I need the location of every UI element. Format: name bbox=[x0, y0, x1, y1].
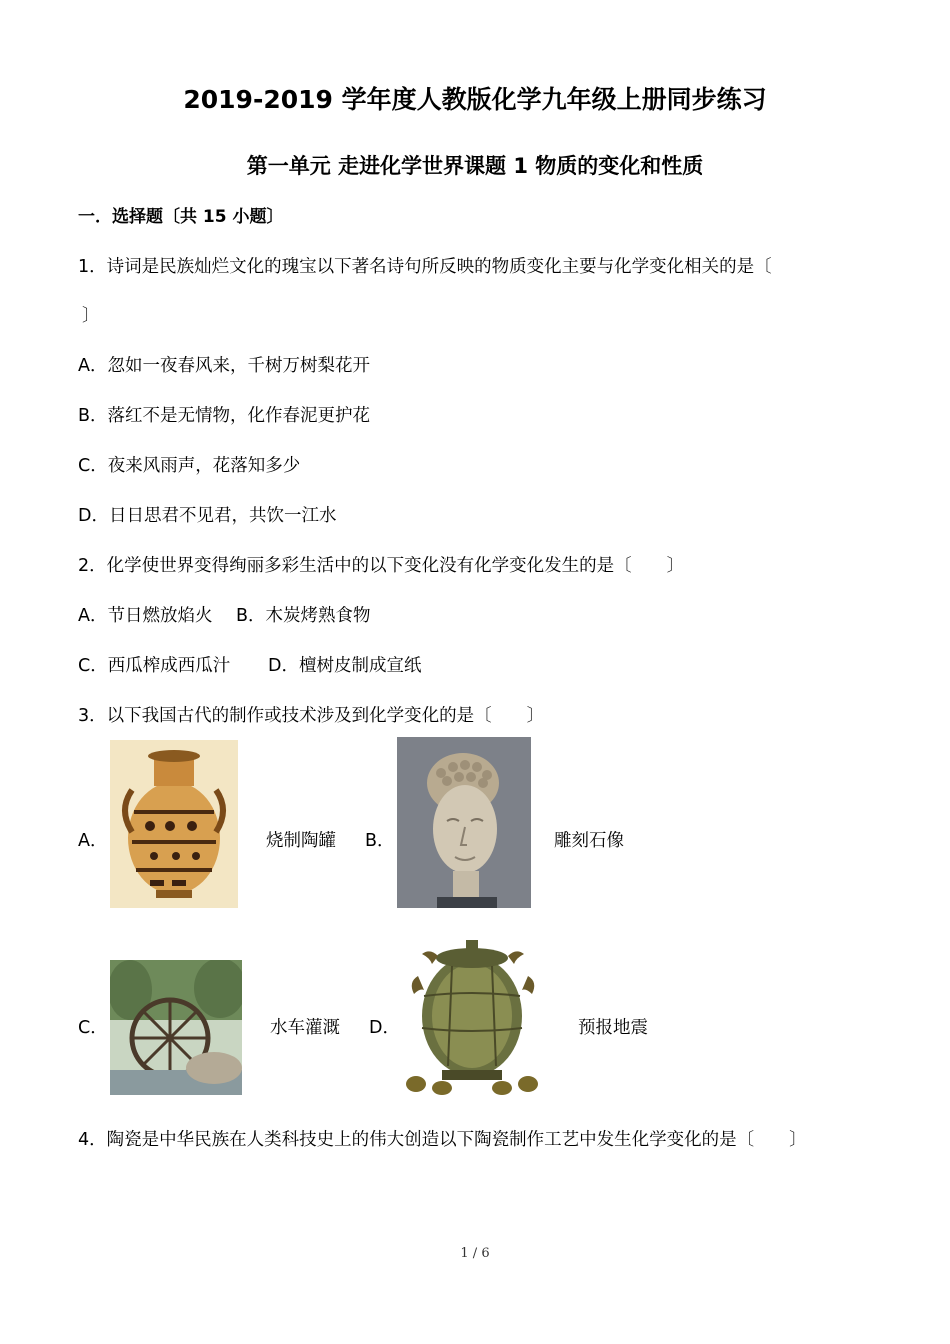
q3-option-d-label: D． bbox=[369, 1018, 400, 1038]
waterwheel-image bbox=[110, 960, 242, 1095]
q2-option-b: B．木炭烤熟食物 bbox=[236, 606, 371, 626]
q3-option-c-label: C． bbox=[78, 1018, 108, 1038]
q1-option-c: C．夜来风雨声，花落知多少 bbox=[78, 456, 301, 476]
q2-option-d: D．檀树皮制成宣纸 bbox=[268, 656, 422, 676]
q2-stem: 2．化学使世界变得绚丽多彩生活中的以下变化没有化学变化发生的是〔 〕 bbox=[78, 556, 685, 576]
q3-option-a-text: 烧制陶罐 bbox=[266, 831, 336, 851]
section-heading: 一．选择题〔共 15 小题〕 bbox=[78, 207, 284, 227]
q3-stem: 3．以下我国古代的制作或技术涉及到化学变化的是〔 〕 bbox=[78, 706, 545, 726]
q1-stem-line2: 〕 bbox=[82, 306, 100, 326]
q3-option-a-label: A． bbox=[78, 831, 108, 851]
seismograph-image bbox=[402, 936, 544, 1095]
q2-option-c: C．西瓜榨成西瓜汁 bbox=[78, 656, 231, 676]
q3-option-b-text: 雕刻石像 bbox=[554, 831, 624, 851]
q1-option-d: D．日日思君不见君，共饮一江水 bbox=[78, 506, 337, 526]
q4-stem: 4．陶瓷是中华民族在人类科技史上的伟大创造以下陶瓷制作工艺中发生化学变化的是〔 〕 bbox=[78, 1130, 807, 1150]
page-title: 2019-2019 学年度人教版化学九年级上册同步练习 bbox=[183, 85, 767, 114]
q3-option-d-text: 预报地震 bbox=[578, 1018, 648, 1038]
q3-option-c-text: 水车灌溉 bbox=[270, 1018, 340, 1038]
stone-buddha-image bbox=[397, 737, 531, 908]
clay-jar-image bbox=[110, 740, 238, 908]
q1-option-b: B．落红不是无情物，化作春泥更护花 bbox=[78, 406, 371, 426]
page-subtitle: 第一单元 走进化学世界课题 1 物质的变化和性质 bbox=[246, 154, 704, 178]
page-number: 1 / 6 bbox=[460, 1246, 490, 1261]
q1-stem-line1: 1．诗词是民族灿烂文化的瑰宝以下著名诗句所反映的物质变化主要与化学变化相关的是〔 bbox=[78, 257, 772, 277]
q3-option-b-label: B． bbox=[365, 831, 395, 851]
q2-option-a: A．节日燃放焰火 bbox=[78, 606, 213, 626]
q1-option-a: A．忽如一夜春风来，千树万树梨花开 bbox=[78, 356, 370, 376]
